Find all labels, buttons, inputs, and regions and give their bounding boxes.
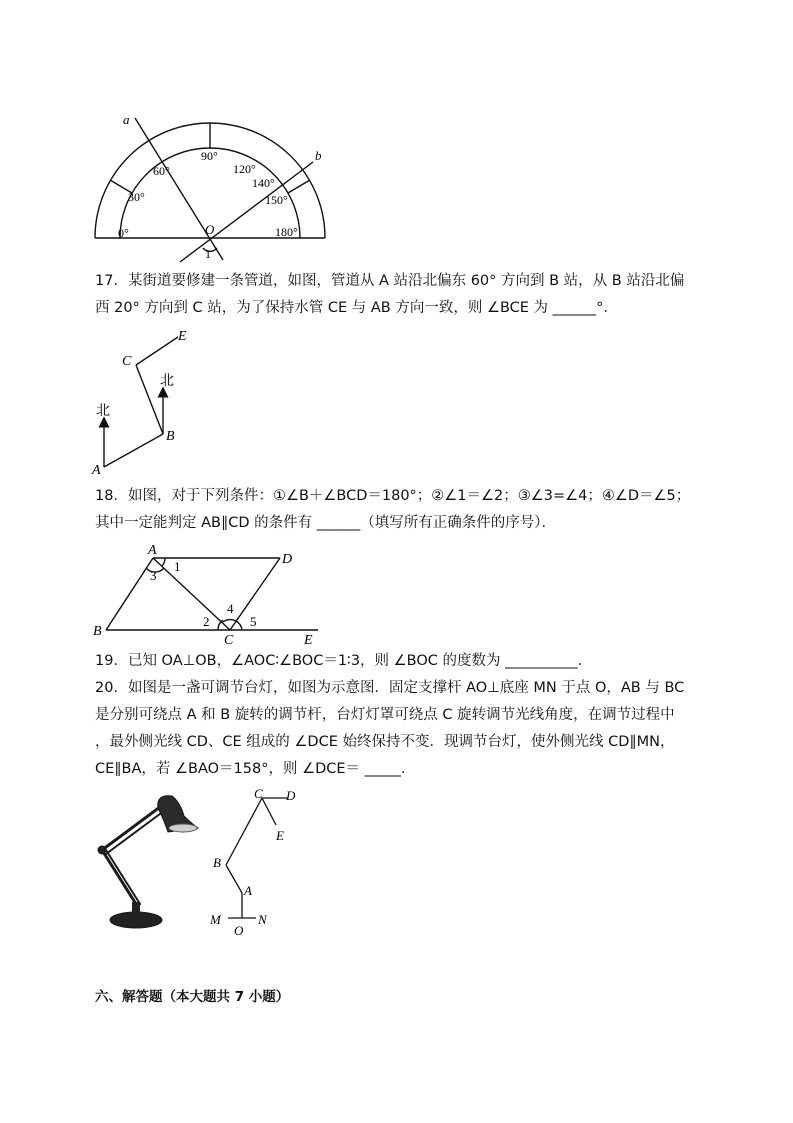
- label-30deg: 30°: [128, 190, 145, 204]
- question-17-line-2: 西 20° 方向到 C 站，为了保持水管 CE 与 AB 方向一致，则 ∠BCE 为 ______°．: [95, 300, 618, 316]
- q18-label-B: B: [93, 624, 102, 639]
- q18-angle-4: 4: [227, 601, 234, 616]
- q18-label-A: A: [148, 543, 157, 558]
- label-120deg: 120°: [233, 162, 256, 176]
- label-a: a: [123, 112, 130, 127]
- label-180deg: 180°: [275, 225, 298, 239]
- label-150deg: 150°: [265, 193, 288, 207]
- q18-figure: [90, 538, 330, 648]
- q17-figure: [88, 322, 208, 477]
- q17-north-label-2: 北: [160, 374, 174, 389]
- desk-lamp-illustration: [88, 790, 208, 935]
- q17-label-A: A: [92, 463, 101, 477]
- question-17: [95, 268, 705, 322]
- question-18: [95, 483, 705, 537]
- q18-label-D: D: [282, 552, 293, 567]
- question-20: [95, 675, 705, 783]
- question-20-line-4: CE∥BA，若 ∠BAO＝158°，则 ∠DCE＝ _____．: [95, 761, 416, 777]
- q18-angle-2: 2: [203, 614, 210, 629]
- question-20-line-1: 20．如图是一盏可调节台灯，如图为示意图．固定支撑杆 AO⊥底座 MN 于点 O，AB 与 BC: [95, 680, 685, 696]
- q18-angle-1: 1: [174, 559, 181, 574]
- q20-label-B: B: [213, 855, 221, 870]
- question-17-line-1: 17．某街道要修建一条管道，如图，管道从 A 站沿北偏东 60° 方向到 B 站，从 B 站沿北偏: [95, 273, 685, 289]
- question-20-line-3: ，最外侧光线 CD、CE 组成的 ∠DCE 始终保持不变．现调节台灯，使外侧光线 CD∥MN，: [95, 734, 675, 750]
- label-90deg: 90°: [201, 149, 218, 163]
- q20-label-N: N: [258, 912, 267, 927]
- question-19-line-1: 19．已知 OA⊥OB，∠AOC∶∠BOC＝1∶3，则 ∠BOC 的度数为 __________．: [95, 653, 593, 669]
- label-60deg: 60°: [153, 164, 170, 178]
- q20-label-E: E: [276, 828, 284, 843]
- q17-label-C: C: [122, 354, 132, 369]
- q20-label-A: A: [244, 883, 252, 898]
- q18-angle-3: 3: [150, 568, 157, 583]
- q17-label-B: B: [166, 429, 175, 444]
- question-19: [95, 648, 705, 675]
- q18-label-E: E: [304, 633, 313, 648]
- question-20-line-2: 是分别可绕点 A 和 B 旋转的调节杆，台灯灯罩可绕点 C 旋转调节光线角度，在调节过程中: [95, 707, 675, 723]
- q20-label-D: D: [286, 788, 296, 803]
- label-140deg: 140°: [252, 176, 275, 190]
- section-6-heading: 六、解答题（本大题共 7 小题）: [95, 989, 290, 1005]
- q20-label-O: O: [234, 923, 244, 935]
- q20-schematic: [200, 785, 310, 935]
- q20-label-M: M: [210, 912, 221, 927]
- q17-north-label-1: 北: [96, 404, 110, 419]
- label-0deg: 0°: [118, 226, 129, 240]
- protractor-figure: [85, 110, 345, 270]
- label-o: O: [205, 222, 215, 237]
- q18-label-C: C: [224, 633, 234, 648]
- label-b: b: [315, 148, 322, 163]
- label-angle-1: 1: [205, 247, 211, 261]
- question-18-line-1: 18．如图，对于下列条件：①∠B＋∠BCD＝180°；②∠1＝∠2；③∠3=∠4；④∠D＝∠5；: [95, 488, 691, 504]
- q18-angle-5: 5: [250, 614, 257, 629]
- q20-label-C: C: [254, 786, 263, 801]
- q17-label-E: E: [178, 329, 187, 344]
- question-18-line-2: 其中一定能判定 AB∥CD 的条件有 ______（填写所有正确条件的序号）．: [95, 515, 556, 531]
